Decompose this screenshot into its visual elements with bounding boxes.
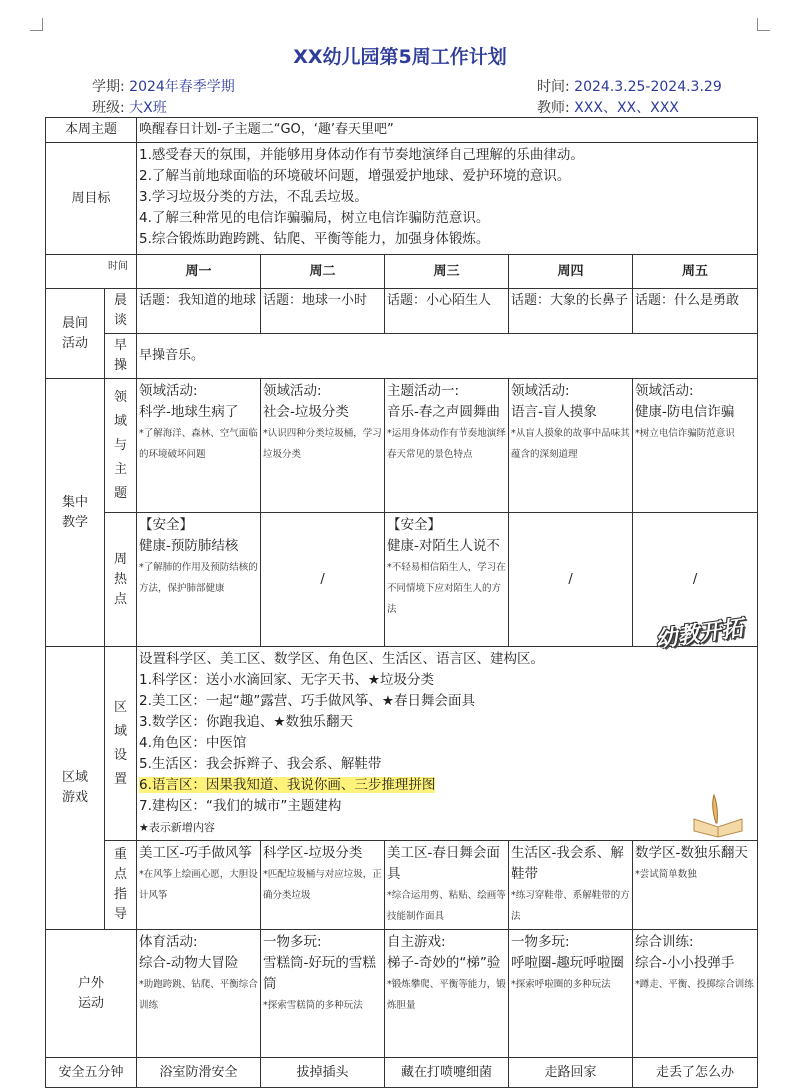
area-line: 4.角色区：中医馆	[139, 735, 247, 751]
safety-cell: 拔掉插头	[261, 1058, 385, 1088]
outdoor-title: 雪糕筒-好玩的雪糕筒	[263, 955, 376, 992]
outdoor-title: 梯子-奇妙的“梯”验	[387, 955, 501, 971]
safety-label: 安全五分钟	[46, 1058, 137, 1088]
crop-mark-right	[757, 18, 770, 31]
outdoor-title: 综合-小小投弹手	[635, 955, 735, 971]
morning-talk-cell: 话题：我知道的地球	[137, 289, 261, 334]
outdoor-type: 体育活动:	[139, 934, 198, 950]
guide-title: 科学区-垃圾分类	[263, 845, 363, 861]
outdoor-note: *探索雪糕筒的多种玩法	[263, 1000, 363, 1011]
guide-title: 美工区-春日舞会面具	[387, 845, 500, 882]
domain-title: 社会-垃圾分类	[263, 404, 349, 420]
day-header: 周一	[137, 255, 261, 289]
area-label: 区域游戏	[46, 647, 105, 930]
domain-note: *从盲人摸象的故事中品味其蕴含的深刻道理	[511, 428, 630, 460]
hot-title: 健康-预防肺结核	[139, 538, 239, 554]
area-setup-label: 区域设置	[105, 647, 137, 841]
page-title: XX幼儿园第5周工作计划	[293, 46, 507, 68]
domain-note: *认识四种分类垃圾桶，学习垃圾分类	[263, 428, 382, 460]
guide-note: *尝试简单数独	[635, 869, 697, 880]
outdoor-cell	[633, 930, 758, 1058]
safety-cell: 走路回家	[509, 1058, 633, 1088]
area-guide-row	[46, 841, 758, 930]
area-line: 7.建构区：“我们的城市”主题建构	[139, 798, 342, 814]
domain-cell	[509, 379, 633, 513]
term-value: 2024年春季学期	[129, 79, 235, 95]
morning-talk-cell: 话题：地球一小时	[261, 289, 385, 334]
watermark: 幼教开拓	[653, 615, 745, 653]
morning-label: 晨间活动	[46, 289, 105, 379]
outdoor-cell	[385, 930, 509, 1058]
outdoor-title: 综合-动物大冒险	[139, 955, 239, 971]
goals-list	[137, 143, 758, 255]
domain-note: *运用身体动作有节奏地演绎春天常见的景色特点	[387, 428, 506, 460]
teaching-label: 集中教学	[46, 379, 105, 647]
domain-note: *树立电信诈骗防范意识	[635, 428, 735, 439]
area-guide-label: 重点指导	[105, 841, 137, 930]
guide-title: 数学区-数独乐翻天	[635, 845, 748, 861]
area-setup-row	[46, 647, 758, 841]
domain-type: 领域活动:	[263, 383, 322, 399]
domain-title: 音乐-春之声圆舞曲	[387, 404, 500, 420]
day-header-row	[46, 255, 758, 289]
outdoor-note: *锻炼攀爬、平衡等能力，锻炼胆量	[387, 979, 506, 1011]
guide-cell	[385, 841, 509, 930]
outdoor-cell	[509, 930, 633, 1058]
goal-item: 1.感受春天的氛围，并能够用身体动作有节奏地演绎自己理解的乐曲律动。	[139, 147, 584, 163]
term-field	[92, 76, 235, 96]
hot-empty-cell: /	[509, 513, 633, 647]
area-note: ★表示新增内容	[139, 821, 215, 834]
area-setup-list	[137, 647, 758, 841]
teaching-domain-row	[46, 379, 758, 513]
guide-title: 生活区-我会系、解鞋带	[511, 845, 624, 882]
time-field	[537, 76, 722, 96]
domain-title: 语言-盲人摸象	[511, 404, 597, 420]
outdoor-type: 综合训练:	[635, 934, 694, 950]
outdoor-type: 自主游戏:	[387, 934, 446, 950]
outdoor-row	[46, 930, 758, 1058]
day-header: 周五	[633, 255, 758, 289]
goals-row	[46, 143, 758, 255]
morning-talk-cell: 话题：小心陌生人	[385, 289, 509, 334]
term-label: 学期:	[92, 79, 125, 95]
crop-mark-left	[30, 18, 43, 31]
guide-note: *匹配垃圾桶与对应垃圾，正确分类垃圾	[263, 869, 382, 901]
outdoor-title: 呼啦圈-趣玩呼啦圈	[511, 955, 624, 971]
morning-talk-row	[46, 289, 758, 334]
area-line: 1.科学区：送小水滴回家、无字天书、★垃圾分类	[139, 672, 434, 688]
area-line: 2.美工区：一起“趣”露营、巧手做风筝、★春日舞会面具	[139, 693, 475, 709]
hot-tag: 【安全】	[387, 517, 442, 533]
goals-label: 周目标	[46, 143, 137, 255]
domain-cell	[137, 379, 261, 513]
outdoor-note: *助跑跨跳、钻爬、平衡综合训练	[139, 979, 258, 1011]
domain-type: 领域活动:	[635, 383, 694, 399]
domain-type: 领域活动:	[511, 383, 570, 399]
outdoor-type: 一物多玩:	[263, 934, 322, 950]
area-line: 3.数学区：你跑我追、★数独乐翻天	[139, 714, 353, 730]
day-header: 周二	[261, 255, 385, 289]
morning-exercise-label: 早操	[105, 334, 137, 379]
safety-cell: 浴室防滑安全	[137, 1058, 261, 1088]
morning-exercise-value: 早操音乐。	[137, 334, 758, 379]
class-field	[92, 97, 167, 117]
outdoor-cell	[261, 930, 385, 1058]
day-header: 周三	[385, 255, 509, 289]
domain-cell	[633, 379, 758, 513]
guide-note: *练习穿鞋带、系解鞋带的方法	[511, 890, 630, 922]
time-label: 时间:	[537, 79, 570, 95]
domain-type: 主题活动一:	[387, 383, 460, 399]
domain-note: *了解海洋、森林、空气面临的环境破坏问题	[139, 428, 258, 460]
hot-title: 健康-对陌生人说不	[387, 538, 500, 554]
domain-title: 健康-防电信诈骗	[635, 404, 735, 420]
time-header-cell	[46, 255, 137, 289]
goal-item: 4.了解三种常见的电信诈骗骗局，树立电信诈骗防范意识。	[139, 210, 490, 226]
guide-title: 美工区-巧手做风筝	[139, 845, 252, 861]
morning-talk-label: 晨谈	[105, 289, 137, 334]
domain-cell	[261, 379, 385, 513]
outdoor-label: 户外运动	[46, 930, 137, 1058]
time-header-label: 时间	[108, 261, 129, 272]
hot-note: *不轻易相信陌生人，学习在不同情境下应对陌生人的方法	[387, 562, 506, 615]
area-line: 5.生活区：我会拆辫子、我会系、解鞋带	[139, 756, 382, 772]
guide-cell	[137, 841, 261, 930]
domain-type: 领域活动:	[139, 383, 198, 399]
time-value: 2024.3.25-2024.3.29	[574, 79, 722, 95]
domain-cell	[385, 379, 509, 513]
class-label: 班级:	[92, 100, 125, 116]
goal-item: 3.学习垃圾分类的方法，不乱丢垃圾。	[139, 189, 368, 205]
hot-empty-cell: /	[261, 513, 385, 647]
hot-empty-cell: /	[633, 513, 758, 647]
teacher-field	[537, 97, 679, 117]
morning-talk-cell: 话题：什么是勇敢	[633, 289, 758, 334]
book-quill-icon	[690, 793, 746, 839]
morning-talk-cell: 话题：大象的长鼻子	[509, 289, 633, 334]
teacher-label: 教师:	[537, 100, 570, 116]
guide-note: *综合运用剪、粘贴、绘画等技能制作面具	[387, 890, 506, 922]
hot-cell	[385, 513, 509, 647]
guide-cell	[633, 841, 758, 930]
class-value: 大X班	[129, 100, 167, 116]
area-line: 设置科学区、美工区、数学区、角色区、生活区、语言区、建构区。	[139, 651, 545, 667]
teaching-domain-label: 领域与主题	[105, 379, 137, 513]
theme-label: 本周主题	[46, 118, 137, 143]
day-header: 周四	[509, 255, 633, 289]
guide-cell	[261, 841, 385, 930]
safety-row	[46, 1058, 758, 1088]
goal-item: 2.了解当前地球面临的环境破坏问题，增强爱护地球、爱护环境的意识。	[139, 168, 571, 184]
teaching-hot-label: 周热点	[105, 513, 137, 647]
domain-title: 科学-地球生病了	[139, 404, 239, 420]
hot-cell	[137, 513, 261, 647]
guide-cell	[509, 841, 633, 930]
goal-item: 5.综合锻炼助跑跨跳、钻爬、平衡等能力，加强身体锻炼。	[139, 231, 490, 247]
outdoor-note: *探索呼啦圈的多种玩法	[511, 979, 611, 990]
morning-exercise-row	[46, 334, 758, 379]
theme-row	[46, 118, 758, 143]
safety-cell: 藏在打喷嚏细菌	[385, 1058, 509, 1088]
teaching-hot-row	[46, 513, 758, 647]
safety-cell: 走丢了怎么办	[633, 1058, 758, 1088]
weekly-plan-table	[45, 117, 758, 1088]
guide-note: *在风筝上绘画心愿，大胆设计风筝	[139, 869, 258, 901]
outdoor-note: *蹲走、平衡、投掷综合训练	[635, 979, 754, 990]
area-line-highlight: 6.语言区：因果我知道、我说你画、三步推理拼图	[139, 777, 436, 793]
hot-tag: 【安全】	[139, 517, 194, 533]
outdoor-cell	[137, 930, 261, 1058]
hot-note: *了解肺的作用及预防结核的方法，保护肺部健康	[139, 562, 258, 594]
theme-value: 唤醒春日计划-子主题二“GO，‘趣’春天里吧”	[137, 118, 758, 143]
outdoor-type: 一物多玩:	[511, 934, 570, 950]
teacher-value: XXX、XX、XXX	[574, 100, 679, 116]
